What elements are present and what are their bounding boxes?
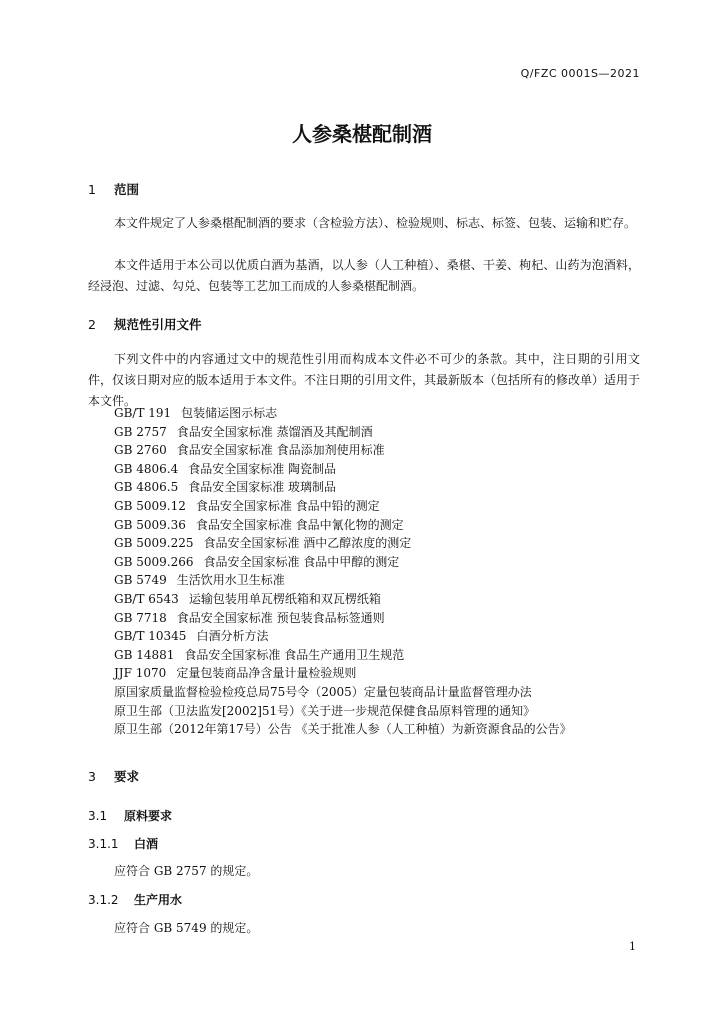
section-title: 要求 xyxy=(114,769,140,784)
section-title: 规范性引用文件 xyxy=(114,317,202,332)
reference-item: GB 5009.36 食品安全国家标准 食品中氰化物的测定 xyxy=(114,517,404,532)
normative-references-list xyxy=(114,404,572,739)
section-number: 3 xyxy=(88,769,96,784)
section-number: 3.1.1 xyxy=(88,837,119,851)
reference-item: GB 2760 食品安全国家标准 食品添加剂使用标准 xyxy=(114,443,385,458)
reference-item: GB 14881 食品安全国家标准 食品生产通用卫生规范 xyxy=(114,647,405,662)
reference-item: GB 2757 食品安全国家标准 蒸馏酒及其配制酒 xyxy=(114,424,373,439)
section-2-heading xyxy=(88,315,202,333)
section-number: 2 xyxy=(88,317,96,332)
section-1-paragraph-1: 本文件规定了人参桑椹配制酒的要求（含检验方法）、检验规则、标志、标签、包装、运输和贮存。 xyxy=(114,216,637,230)
reference-item: GB 5009.12 食品安全国家标准 食品中铅的测定 xyxy=(114,498,380,513)
section-title: 生产用水 xyxy=(134,893,183,907)
reference-item: GB/T 6543 运输包装用单瓦楞纸箱和双瓦楞纸箱 xyxy=(114,591,381,606)
reference-item: GB 5749 生活饮用水卫生标准 xyxy=(114,573,285,588)
reference-item: GB 7718 食品安全国家标准 预包装食品标签通则 xyxy=(114,610,385,625)
reference-item: GB 4806.5 食品安全国家标准 玻璃制品 xyxy=(114,480,337,495)
reference-item: GB/T 191 包装储运图示标志 xyxy=(114,406,278,420)
reference-item: JJF 1070 定量包装商品净含量计量检验规则 xyxy=(114,666,357,681)
standard-code: Q/FZC 0001S—2021 xyxy=(520,67,640,80)
reference-item: 原国家质量监督检验检疫总局75号令（2005）定量包装商品计量监督管理办法 xyxy=(114,684,532,699)
section-number: 3.1 xyxy=(88,809,108,823)
section-title: 范围 xyxy=(114,182,140,197)
section-title: 原料要求 xyxy=(124,809,173,823)
document-title: 人参桑椹配制酒 xyxy=(292,122,432,146)
reference-item: GB 5009.225 食品安全国家标准 酒中乙醇浓度的测定 xyxy=(114,536,412,551)
section-3-1-heading xyxy=(88,807,172,824)
section-2-paragraph-1: 下列文件中的内容通过文中的规范性引用而构成本文件必不可少的条款。其中，注日期的引用文件，仅该日期对应的版本适用于本文件。不注日期的引用文件，其最新版本（包括所有的修改单）适用于本文件。 xyxy=(88,352,641,408)
section-3-1-2-text: 应符合 GB 5749 的规定。 xyxy=(114,921,259,935)
section-1-heading xyxy=(88,180,139,198)
section-3-1-2-heading xyxy=(88,891,182,908)
reference-item: GB 4806.4 食品安全国家标准 陶瓷制品 xyxy=(114,461,337,476)
section-3-1-1-text: 应符合 GB 2757 的规定。 xyxy=(114,864,259,878)
section-3-heading xyxy=(88,767,139,785)
section-1-paragraph-2: 本文件适用于本公司以优质白酒为基酒，以人参（人工种植）、桑椹、干姜、枸杞、山药为泡酒料，经浸泡、过滤、勾兑、包装等工艺加工而成的人参桑椹配制酒。 xyxy=(88,258,640,293)
reference-item: 原卫生部（2012年第17号）公告 《关于批准人参（人工种植）为新资源食品的公告》 xyxy=(114,722,572,737)
section-title: 白酒 xyxy=(134,837,159,851)
section-3-1-1-heading xyxy=(88,835,158,852)
page-number: 1 xyxy=(629,940,636,953)
reference-item: GB 5009.266 食品安全国家标准 食品中甲醇的测定 xyxy=(114,554,400,569)
reference-item: 原卫生部（卫法监发[2002]51号）《关于进一步规范保健食品原料管理的通知》 xyxy=(114,703,536,718)
section-number: 3.1.2 xyxy=(88,893,119,907)
section-number: 1 xyxy=(88,182,96,197)
reference-item: GB/T 10345 白酒分析方法 xyxy=(114,629,269,644)
